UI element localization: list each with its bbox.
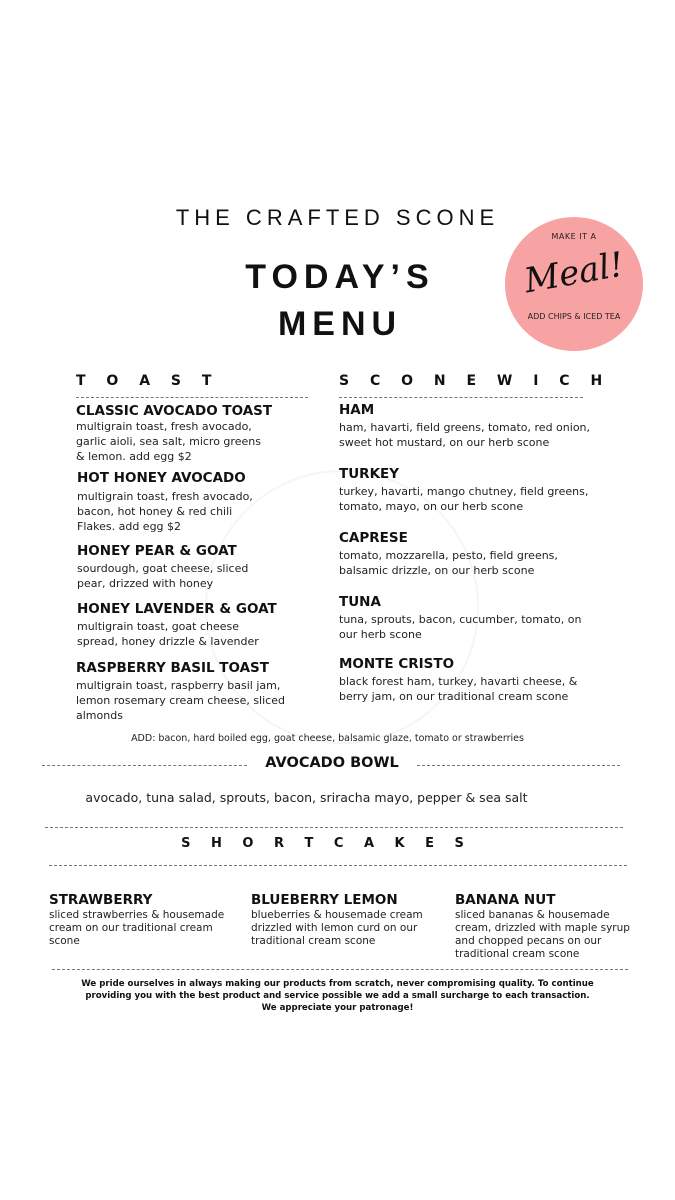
page-title-line1: TODAY’S [245, 258, 435, 296]
shortcakes-divider-bottom [49, 865, 627, 866]
item-desc: multigrain toast, fresh avocado, [76, 420, 252, 433]
sconewich-item [339, 656, 609, 704]
item-name: HOT HONEY AVOCADO [77, 470, 246, 486]
item-desc: sweet hot mustard, on our herb scone [339, 436, 550, 449]
item-desc: lemon rosemary cream cheese, sliced [76, 694, 285, 707]
shortcakes-divider-top [45, 827, 623, 828]
footer-line: We pride ourselves in always making our products from scratch, never compromising quality. To continue [81, 979, 594, 989]
bowl-divider-left [42, 765, 247, 766]
item-desc: drizzled with lemon curd on our [251, 922, 418, 934]
footer-line: We appreciate your patronage! [261, 1003, 414, 1013]
sconewich-divider [339, 397, 583, 398]
item-desc: garlic aioli, sea salt, micro greens [76, 435, 261, 448]
item-desc: scone [49, 935, 80, 947]
item-name: TURKEY [339, 466, 400, 482]
item-name: HONEY LAVENDER & GOAT [77, 601, 277, 617]
avocado-bowl-desc: avocado, tuna salad, sprouts, bacon, sriracha mayo, pepper & sea salt [85, 790, 528, 805]
item-desc: tuna, sprouts, bacon, cucumber, tomato, on [339, 613, 582, 626]
item-desc: cream, drizzled with maple syrup [455, 922, 630, 934]
item-desc: berry jam, on our traditional cream scone [339, 690, 569, 703]
sconewich-item [339, 402, 609, 450]
sconewich-item [339, 466, 609, 514]
item-desc: tomato, mayo, on our herb scone [339, 500, 524, 513]
item-desc: spread, honey drizzle & lavender [77, 635, 259, 648]
sconewich-item [339, 530, 609, 578]
item-desc: multigrain toast, fresh avocado, [77, 490, 253, 503]
item-desc: sliced strawberries & housemade [49, 909, 225, 921]
item-desc: black forest ham, turkey, havarti cheese, & [339, 675, 578, 688]
item-name: RASPBERRY BASIL TOAST [76, 660, 269, 676]
item-name: CLASSIC AVOCADO TOAST [76, 403, 273, 419]
item-desc: our herb scone [339, 628, 422, 641]
badge-top-text: MAKE IT A [551, 232, 597, 241]
item-desc: and chopped pecans on our [455, 935, 602, 947]
item-desc: sourdough, goat cheese, sliced [77, 562, 249, 575]
sconewich-heading: S C O N E W I C H [339, 373, 611, 389]
badge-bottom-text: ADD CHIPS & ICED TEA [527, 312, 621, 321]
toast-item [76, 660, 321, 723]
item-name: HAM [339, 402, 375, 418]
item-desc: traditional cream scone [251, 935, 376, 947]
avocado-bowl-heading: AVOCADO BOWL [265, 755, 399, 771]
sconewich-item [339, 594, 609, 642]
shortcake-item [251, 892, 446, 948]
item-desc: tomato, mozzarella, pesto, field greens, [339, 549, 558, 562]
item-desc: sliced bananas & housemade [455, 909, 610, 921]
footer-note [60, 978, 615, 1014]
toast-divider [76, 397, 308, 398]
item-desc: almonds [76, 709, 123, 722]
item-desc: Flakes. add egg $2 [77, 520, 182, 533]
page-title-line2: MENU [277, 305, 403, 343]
item-desc: balsamic drizzle, on our herb scone [339, 564, 535, 577]
toast-heading: T O A S T [76, 373, 220, 389]
bowl-divider-right [417, 765, 620, 766]
item-name: BANANA NUT [455, 892, 556, 908]
badge-script-text: Meal! [521, 244, 627, 302]
item-name: CAPRESE [339, 530, 408, 546]
footer-divider [52, 969, 628, 970]
item-name: STRAWBERRY [49, 892, 153, 908]
toast-item [76, 403, 321, 464]
item-desc: turkey, havarti, mango chutney, field greens, [339, 485, 589, 498]
item-desc: blueberries & housemade cream [251, 909, 423, 921]
item-name: BLUEBERRY LEMON [251, 892, 398, 908]
shortcake-item [455, 892, 655, 961]
toast-item [77, 470, 322, 534]
footer-line: providing you with the best product and service possible we add a small surcharge to each transaction. [85, 991, 590, 1001]
item-name: HONEY PEAR & GOAT [77, 543, 237, 559]
item-desc: traditional cream scone [455, 948, 580, 960]
item-desc: bacon, hot honey & red chili [77, 505, 233, 518]
toast-item [77, 543, 322, 591]
item-desc: cream on our traditional cream [49, 922, 213, 934]
make-it-a-meal-badge [505, 217, 643, 351]
shortcake-item [49, 892, 244, 948]
shortcakes-heading: S H O R T C A K E S [181, 836, 472, 851]
add-ons-text: ADD: bacon, hard boiled egg, goat cheese, balsamic glaze, tomato or strawberries [131, 733, 524, 744]
brand-name: THE CRAFTED SCONE [175, 205, 500, 230]
item-desc: pear, drizzed with honey [77, 577, 214, 590]
item-desc: multigrain toast, raspberry basil jam, [76, 679, 281, 692]
toast-item [77, 601, 322, 649]
item-desc: & lemon. add egg $2 [76, 450, 192, 463]
item-name: MONTE CRISTO [339, 656, 455, 672]
item-desc: ham, havarti, field greens, tomato, red onion, [339, 421, 591, 434]
item-name: TUNA [339, 594, 381, 610]
item-desc: multigrain toast, goat cheese [77, 620, 240, 633]
